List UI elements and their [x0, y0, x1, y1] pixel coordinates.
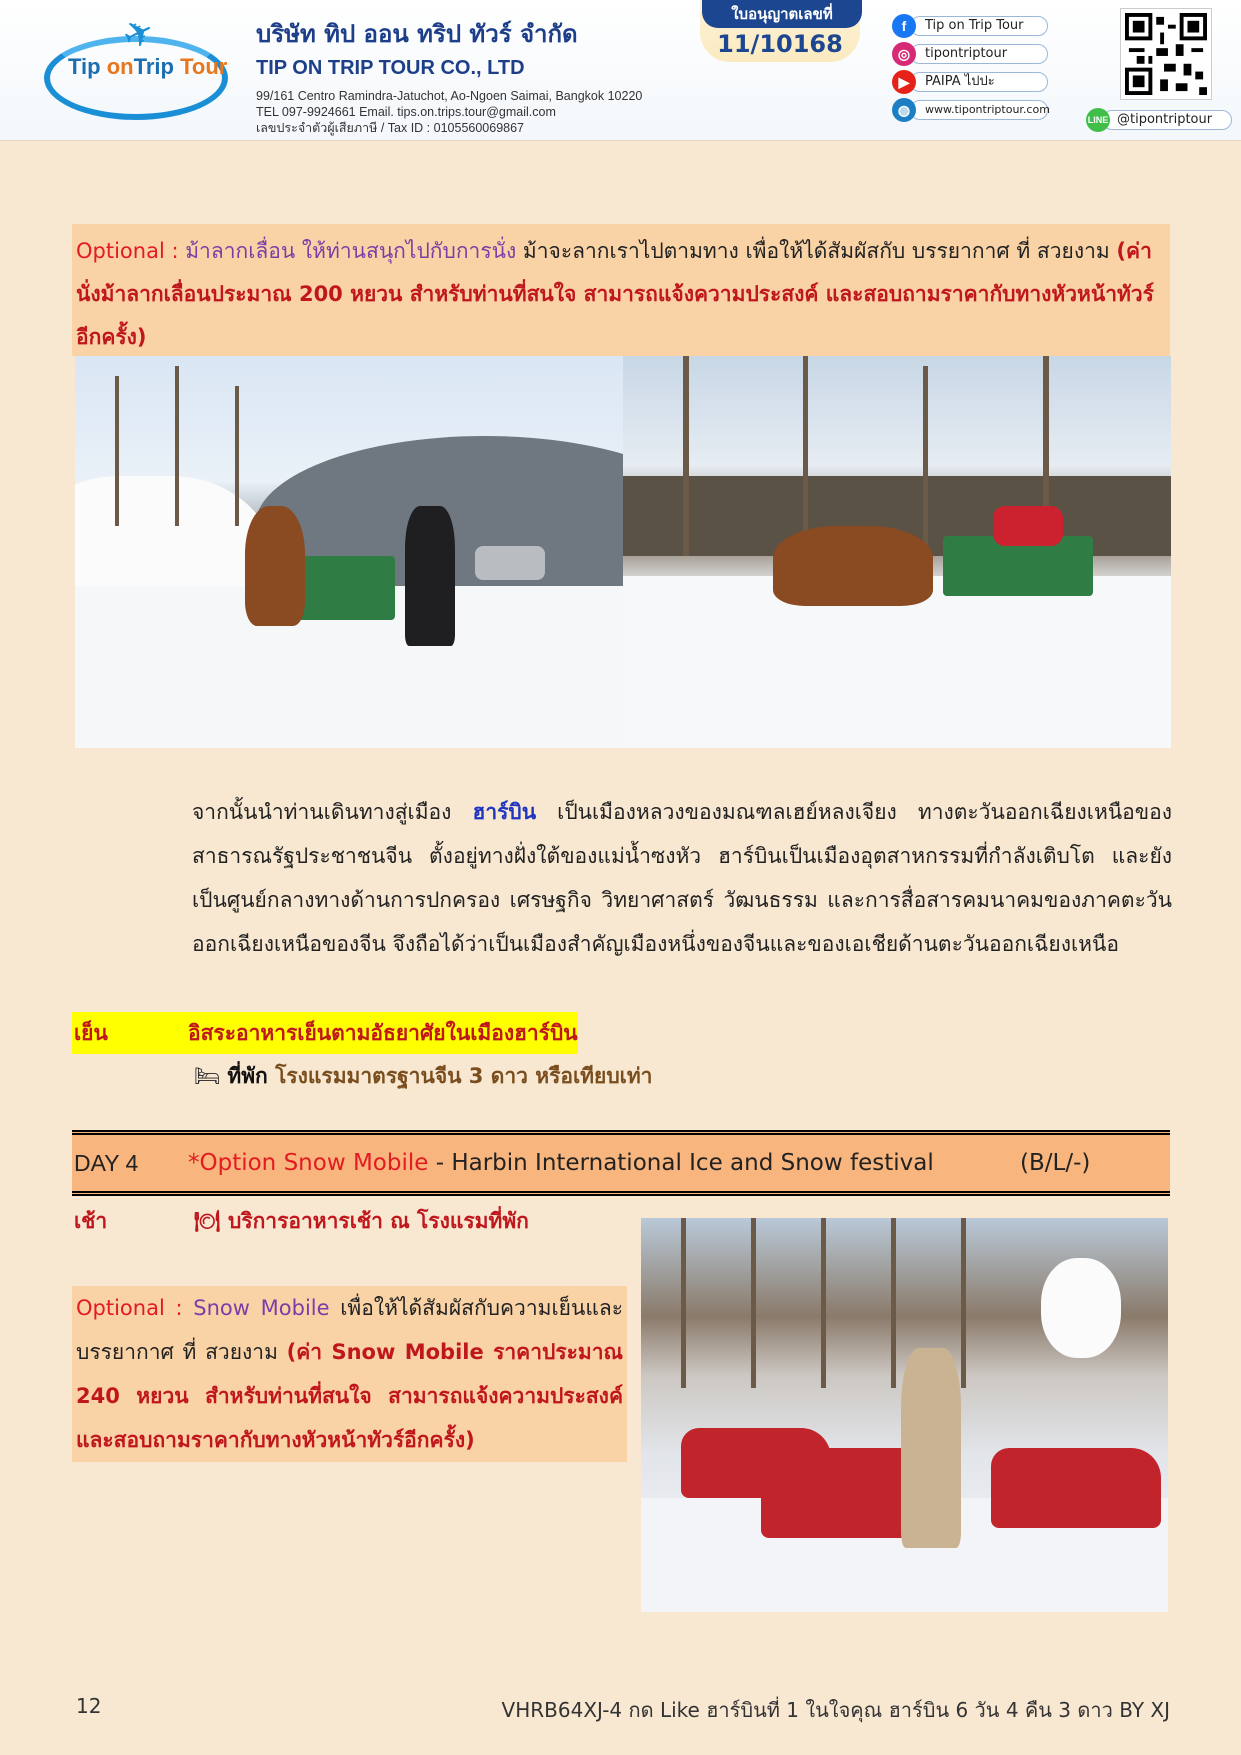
social-website[interactable]: [892, 98, 1052, 122]
day-number: DAY 4: [74, 1150, 139, 1176]
photo-snowman: [1041, 1258, 1121, 1358]
day-4-header: [72, 1130, 1170, 1196]
logo-text: Tip onTrip Tour: [68, 54, 228, 79]
qr-code[interactable]: [1120, 8, 1212, 100]
page-number: 12: [76, 1694, 102, 1718]
social-youtube[interactable]: [892, 70, 1052, 94]
photo-snowmobile: [991, 1448, 1161, 1528]
photo-tree: [683, 356, 689, 556]
social-website-label[interactable]: www.tipontriptour.com: [910, 100, 1048, 120]
license-label: ใบอนุญาตเลขที่: [702, 0, 862, 28]
day-option: *Option Snow Mobile: [188, 1150, 429, 1176]
company-info: [256, 14, 706, 136]
photo-tree: [115, 376, 119, 526]
qr-code-graphic: [1125, 13, 1207, 95]
hotel-text: โรงแรมมาตรฐานจีน 3 ดาว หรือเทียบเท่า: [267, 1064, 653, 1088]
footer-tour-code: VHRB64XJ-4 กด Like ฮาร์บินที่ 1 ในใจคุณ ฮาร์บิน 6 วัน 4 คืน 3 ดาว BY XJ: [501, 1698, 1170, 1722]
photo-tree: [923, 366, 928, 546]
optional2-desc: เพื่อให้ได้สัมผัสกับความเย็นและบรรยากาศ ที่ สวยงาม: [76, 1296, 624, 1364]
optional2-price-note: (ค่า Snow Mobile ราคาประมาณ 240 หยวน สำหรับท่านที่สนใจ สามารถแจ้งความประสงค์และสอบถามราคากับทางหัวหน้าทัวร์อีกครั้ง): [76, 1340, 623, 1452]
social-links: [892, 14, 1052, 126]
company-name-en: TIP ON TRIP TOUR CO., LTD: [256, 57, 525, 79]
social-youtube-label[interactable]: PAIPA ไปปะ: [910, 72, 1048, 92]
social-facebook[interactable]: [892, 14, 1052, 38]
optional2-title: Snow Mobile: [193, 1296, 330, 1320]
harbin-city: ฮาร์บิน: [472, 800, 537, 824]
web-icon: ◍: [892, 98, 916, 122]
dinner-label: เย็น: [74, 1021, 108, 1045]
harbin-body: เป็นเมืองหลวงของมณฑลเฮย์หลงเจียง ทางตะวันออกเฉียงเหนือของสาธารณรัฐประชาชนจีน ตั้งอยู่ทางฝั่งใต้ของแม่น้ำซงหัว ฮาร์บินเป็นเมืองอุตสาหกรรมที่กำลังเติบโต และยังเป็นศูนย์กลางทางด้านการปกครอง เศรษฐกิจ วิทยาศาสตร์ วัฒนธรรม และการสื่อสารคมนาคมของภาคตะวันออกเฉียงเหนือของจีน จึงถือได้ว่าเป็นเมืองสำคัญเมืองหนึ่งของจีนและของเอเชียด้านตะวันออกเฉียงเหนือ: [192, 800, 1173, 956]
photo-tree: [751, 1218, 756, 1388]
company-contact: TEL 097-9924661 Email. tips.on.trips.tour@gmail.com: [256, 105, 556, 119]
line-icon: LINE: [1086, 108, 1110, 132]
optional-horse-sleigh: [72, 224, 1170, 356]
photo-car: [475, 546, 545, 580]
company-name-th: บริษัท ทิป ออน ทริป ทัวร์ จำกัด: [256, 20, 578, 48]
photo-horse: [245, 506, 305, 626]
photo-tree: [175, 366, 179, 526]
horse-sleigh-photo-2: [623, 356, 1171, 748]
photo-tree: [235, 386, 239, 526]
optional-prefix: Optional :: [76, 239, 186, 263]
hotel-label: ที่พัก: [227, 1064, 268, 1088]
photo-tree: [821, 1218, 826, 1388]
social-line-label[interactable]: @tipontriptour: [1102, 110, 1232, 130]
social-facebook-label[interactable]: Tip on Trip Tour: [910, 16, 1048, 36]
optional-title: ม้าลากเลื่อน ให้ท่านสนุกไปกับการนั่ง: [185, 239, 517, 263]
airplane-icon: ✈: [116, 9, 162, 60]
youtube-icon: ▶: [892, 70, 916, 94]
social-instagram-label[interactable]: tipontriptour: [910, 44, 1048, 64]
day-dash: -: [428, 1150, 452, 1176]
dinner-row: [72, 1012, 578, 1054]
instagram-icon: ◎: [892, 42, 916, 66]
bed-icon: 🛏: [194, 1064, 221, 1088]
facebook-icon: f: [892, 14, 916, 38]
dining-icon: 🍽: [194, 1209, 221, 1233]
harbin-description: [192, 790, 1172, 966]
optional-price-note: (ค่านั่งม้าลากเลื่อนประมาณ 200 หยวน สำหรับท่านที่สนใจ สามารถแจ้งความประสงค์ และสอบถามราคากับทางหัวหน้าทัวร์อีกครั้ง): [76, 239, 1154, 349]
company-logo: [44, 9, 230, 120]
dinner-text: อิสระอาหารเย็นตามอัธยาศัยในเมืองฮาร์บิน: [188, 1021, 578, 1045]
day-title: [188, 1135, 934, 1191]
harbin-lead: จากนั้นนำท่านเดินทางสู่เมือง: [192, 800, 473, 824]
photo-tree: [891, 1218, 896, 1388]
hotel-row: [194, 1056, 652, 1096]
photo-tree: [961, 1218, 966, 1388]
photo-person: [405, 506, 455, 646]
optional-snow-mobile: [72, 1286, 627, 1462]
company-tax-id: เลขประจำตัวผู้เสียภาษี / Tax ID : 0105560069867: [256, 121, 525, 135]
horse-sleigh-photo-1: [75, 356, 623, 748]
photo-person: [901, 1348, 961, 1548]
photo-horse: [773, 526, 933, 606]
optional-desc: ม้าจะลากเราไปตามทาง เพื่อให้ได้สัมผัสกับ บรรยากาศ ที่ สวยงาม: [516, 239, 1110, 263]
breakfast-label: เช้า: [74, 1209, 108, 1233]
social-instagram[interactable]: [892, 42, 1052, 66]
photo-tree: [803, 356, 808, 546]
snow-mobile-photo: [641, 1218, 1168, 1612]
optional2-prefix: Optional :: [76, 1296, 194, 1320]
breakfast-text: บริการอาหารเช้า ณ โรงแรมที่พัก: [227, 1209, 529, 1233]
page-header: [0, 0, 1241, 141]
breakfast-row: [194, 1200, 529, 1242]
social-line[interactable]: [1086, 108, 1236, 132]
photo-passengers: [993, 506, 1063, 546]
day-meals: (B/L/-): [1020, 1150, 1091, 1176]
photo-tree: [681, 1218, 686, 1388]
license-number: 11/10168: [717, 30, 843, 58]
company-address: 99/161 Centro Ramindra-Jatuchot, Ao-Ngoen Saimai, Bangkok 10220: [256, 89, 643, 103]
day-title-text: Harbin International Ice and Snow festival: [451, 1150, 934, 1176]
